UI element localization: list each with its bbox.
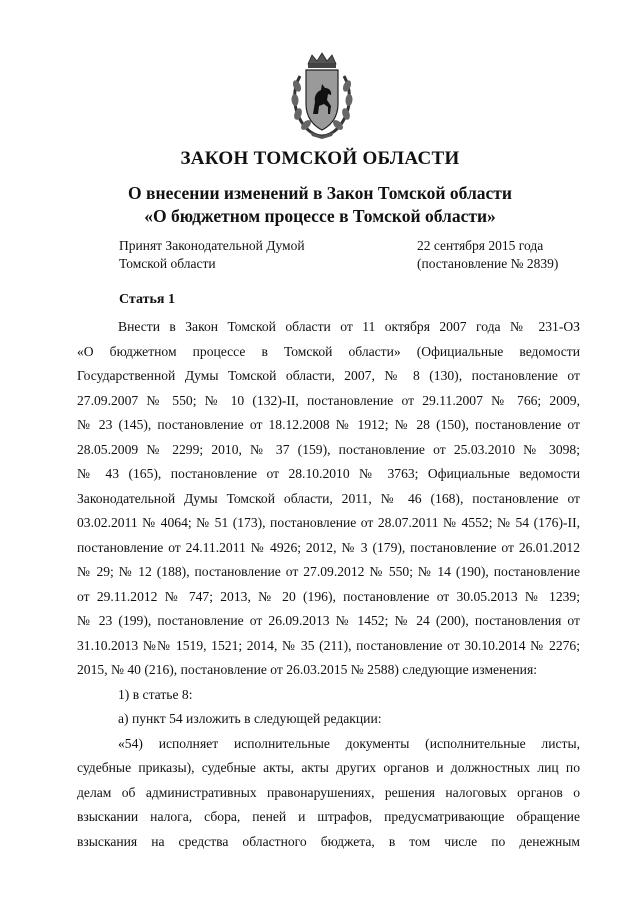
body-line: № 23 (145), постановление от 18.12.2008 № 1912; № 28 (150), постановление от: [77, 417, 580, 432]
body-line: делам об административных правонарушениях, решения налоговых органов о: [77, 784, 580, 800]
resolution-number: (постановление № 2839): [417, 256, 559, 271]
adoption-date: 22 сентября 2015 года: [417, 238, 544, 253]
body-line: «54) исполняет исполнительные документы (исполнительные листы,: [118, 735, 580, 751]
body-line: № 23 (199), постановление от 26.09.2013 № 1452; № 24 (200), постановления от: [77, 613, 580, 628]
law-title: ЗАКОН ТОМСКОЙ ОБЛАСТИ: [180, 148, 460, 169]
body-line: № 43 (165), постановление от 28.10.2010 № 3763; Официальные ведомости: [77, 466, 580, 481]
body-line: № 29; № 12 (188), постановление от 27.09.2012 № 550; № 14 (190), постановление: [77, 564, 580, 579]
article-body: [77, 315, 580, 854]
tomsk-coat-of-arms-icon: [286, 50, 358, 140]
law-subtitle-line-1: О внесении изменений в Закон Томской области: [128, 183, 512, 203]
body-line: взыскании налога, сбора, пеней и штрафов, предусматривающие обращение: [77, 809, 580, 824]
body-line: 03.02.2011 № 4064; № 51 (173), постановление от 28.07.2011 № 4552; № 54 (176)-II,: [77, 515, 580, 530]
body-line: от 29.11.2012 № 747; 2013, № 20 (196), постановление от 30.05.2013 № 1239;: [77, 588, 580, 604]
body-line: Законодательной Думы Томской области, 2011, № 46 (168), постановление от: [77, 490, 580, 506]
body-line: 2015, № 40 (216), постановление от 26.03.2015 № 2588) следующие изменения:: [77, 662, 537, 677]
article-heading: Статья 1: [119, 292, 175, 307]
body-line: Внести в Закон Томской области от 11 октября 2007 года № 231-ОЗ: [118, 319, 580, 334]
body-line: Государственной Думы Томской области, 2007, № 8 (130), постановление от: [77, 368, 580, 383]
body-line: судебные приказы), судебные акты, акты других органов и должностных лиц по: [77, 760, 580, 775]
body-line: «О бюджетном процессе в Томской области» (Официальные ведомости: [77, 343, 580, 359]
adoption-authority: [119, 237, 305, 273]
body-line: взыскания на средства областного бюджета, в том числе по денежным: [77, 833, 580, 849]
body-line: а) пункт 54 изложить в следующей редакции:: [118, 711, 382, 726]
adoption-authority-line-2: Томской области: [119, 256, 216, 271]
body-line: 1) в статье 8:: [118, 686, 193, 702]
adoption-authority-line-1: Принят Законодательной Думой: [119, 238, 305, 253]
law-subtitle-line-2: «О бюджетном процессе в Томской области»: [144, 206, 496, 226]
body-line: 28.05.2009 № 2299; 2010, № 37 (159), постановление от 25.03.2010 № 3098;: [77, 441, 580, 457]
body-line: 31.10.2013 №№ 1519, 1521; 2014, № 35 (211), постановление от 30.10.2014 № 2276;: [77, 637, 580, 653]
adoption-date-block: [417, 237, 558, 273]
body-line: 27.09.2007 № 550; № 10 (132)-II, постановление от 29.11.2007 № 766; 2009,: [77, 392, 580, 408]
body-line: постановление от 24.11.2011 № 4926; 2012, № 3 (179), постановление от 26.01.2012: [77, 539, 580, 555]
